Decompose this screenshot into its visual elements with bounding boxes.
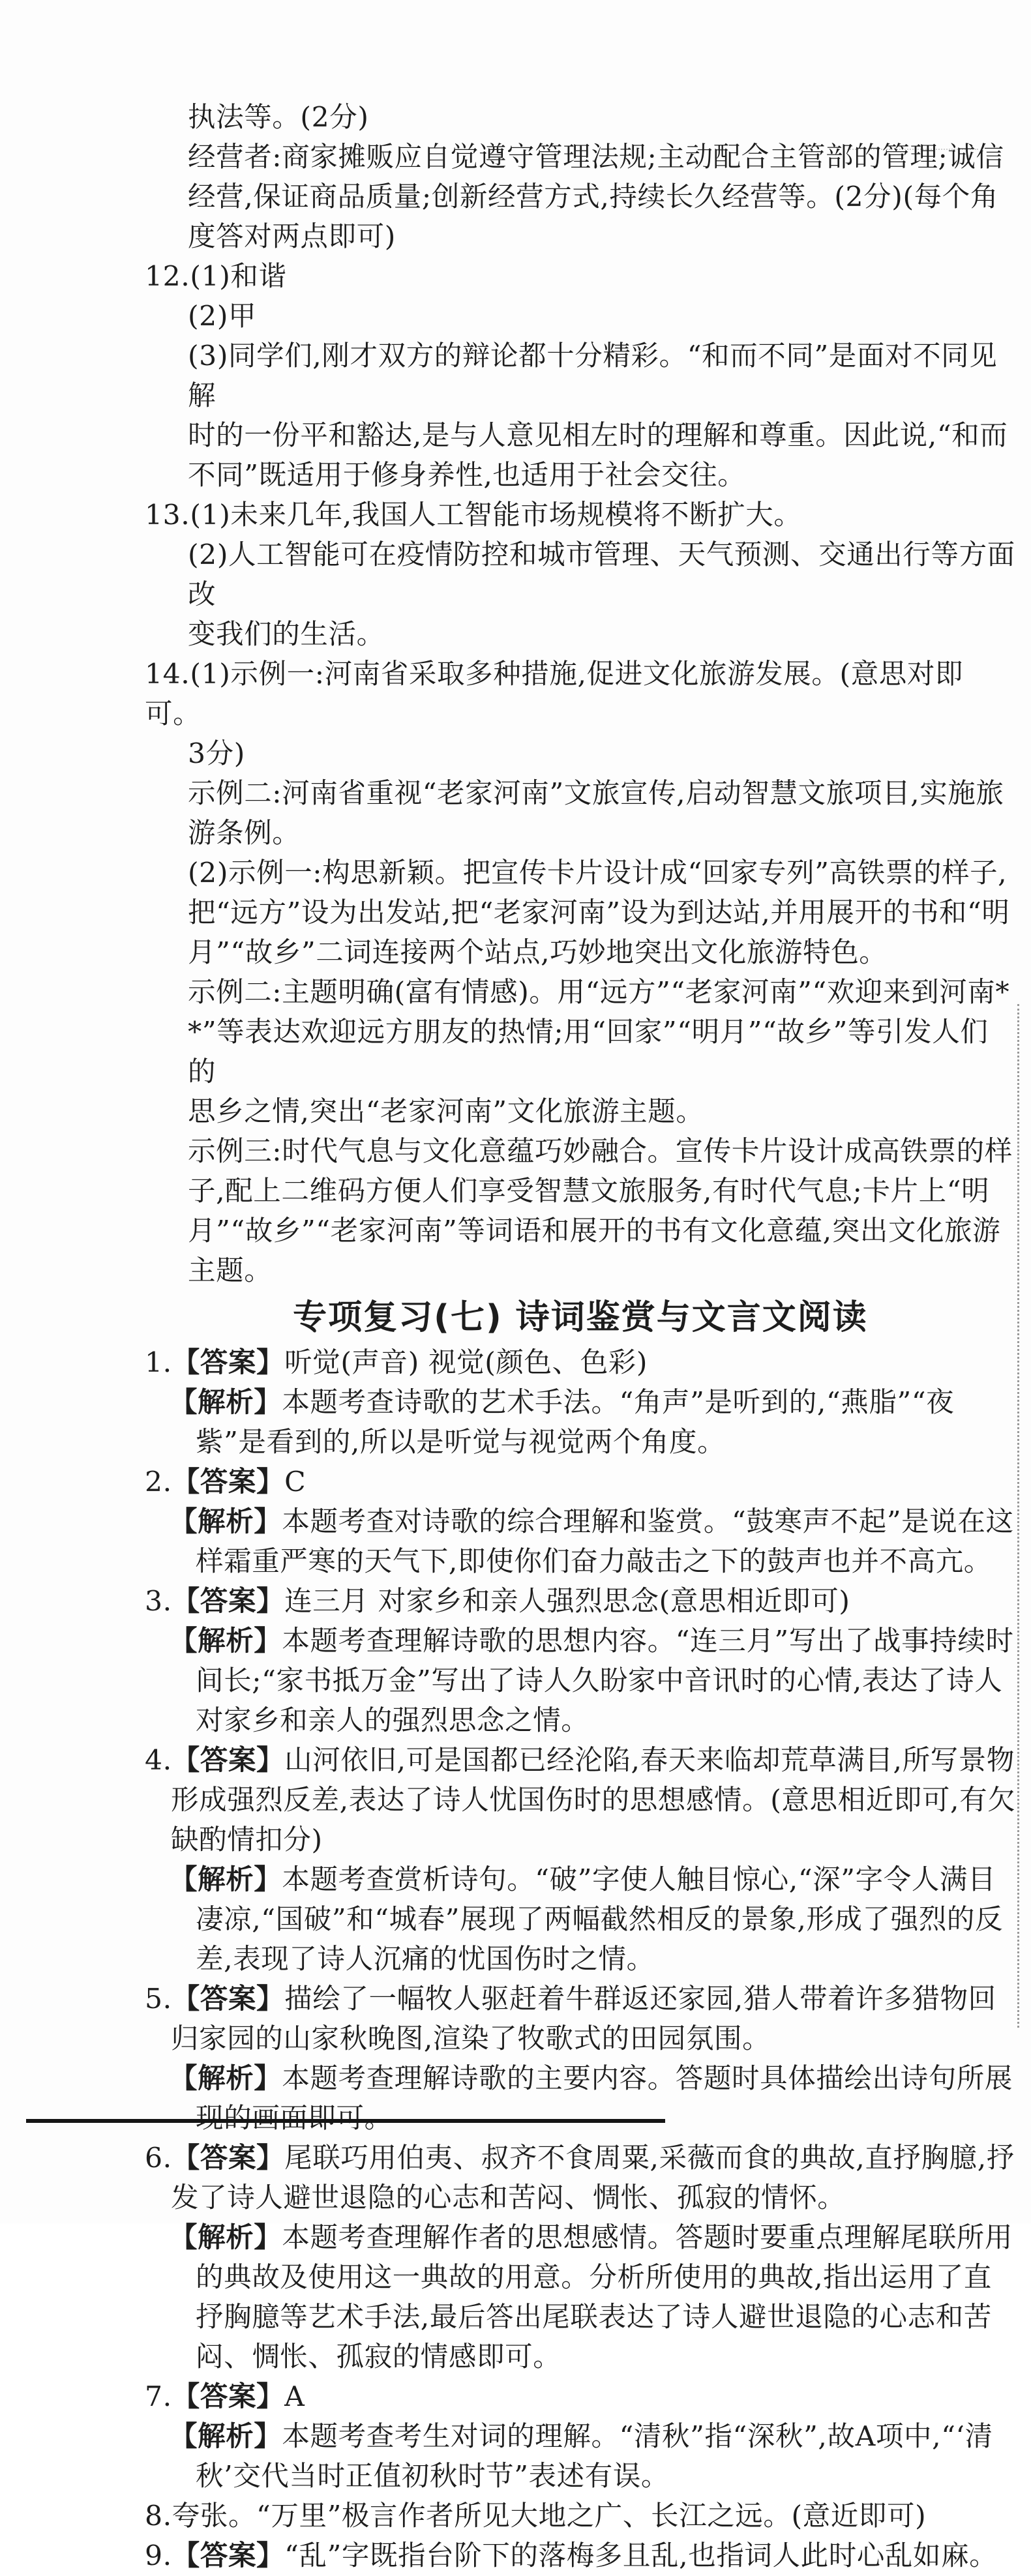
answer-text: 山河依旧,可是国都已经沦陷,春天来临却荒草满目,所写景物形成强烈反差,表达了诗人忧国伤时的思想感情。(意思相近即可,有欠缺酌情扣分) [171,1745,1016,1856]
answer-text: 尾联巧用伯夷、叔齐不食周粟,采薇而食的典故,直抒胸臆,抒发了诗人避世退隐的心志和苦闷、惆怅、孤寂的情怀。 [171,2142,1015,2214]
answer-item [145,1741,1016,1979]
section-title: 专项复习(七) 诗词鉴赏与文言文阅读 [293,1298,868,1337]
answer-item [145,1462,1016,1582]
analysis-text: 本题考查赏析诗句。“破”字使人触目惊心,“深”字令人满目凄凉,“国破”和“城春”展现了两幅截然相反的景象,形成了强烈的反差,表现了诗人沉痛的忧国伤时之情。 [196,1864,1004,1976]
analysis-line [145,1621,1016,1741]
answer-text [145,98,1016,2576]
answer-item [145,2377,1016,2496]
item-number: 1. [145,1347,172,1379]
text-line: (2)甲 [188,301,257,333]
answer-text: 听觉(声音) 视觉(颜色、色彩) [284,1347,648,1379]
item-number: 7. [145,2381,172,2413]
answer-text: 连三月 对家乡和亲人强烈思念(意思相近即可) [284,1586,850,1618]
text-line: *”等表达欢迎远方朋友的热情;用“回家”“明月”“故乡”等引发人们的 [188,1016,989,1088]
answer-line [145,1343,1016,1383]
text-line: 子,配上二维码方便人们享受智慧文旅服务,有时代气息;卡片上“明 [188,1176,990,1207]
item-number: 5. [145,1983,172,2015]
analysis-tag: 【解析】 [170,1387,282,1419]
text-line: 3分) [188,738,245,770]
analysis-line [145,1383,1016,1462]
item-number: 2. [145,1466,172,1498]
answer-item [145,1582,1016,1741]
text-line: 经营者:商家摊贩应自觉遵守管理法规;主动配合主管部的管理;诚信 [188,141,1004,173]
text-line: 变我们的生活。 [188,619,385,651]
answer-line [145,1582,1016,1621]
answer-tag: 【答案】 [172,1466,285,1498]
analysis-text: 本题考查对诗歌的综合理解和鉴赏。“鼓寒声不起”是说在这样霜重严寒的天气下,即使你们奋力敲击之下的鼓声也并不高亢。 [196,1506,1014,1578]
analysis-line [145,2218,1016,2377]
answer-line [145,2139,1016,2218]
answer-item [145,1979,1016,2139]
answer-tag: 【答案】 [172,2540,285,2572]
answer-line [145,1741,1016,1860]
item-9-number: 9. [145,2540,172,2572]
answer-tag: 【答案】 [172,2381,285,2413]
text-line: 经营,保证商品质量;创新经营方式,持续长久经营等。(2分)(每个角 [188,181,998,213]
item-number: 4. [145,1745,172,1777]
item-number: 6. [145,2142,172,2174]
answer-text: 描绘了一幅牧人驱赶着牛群返还家园,猎人带着许多猎物回归家园的山家秋晚图,渲染了牧歌式的田园氛围。 [171,1983,996,2055]
text-line: 思乡之情,突出“老家河南”文化旅游主题。 [188,1096,704,1128]
text-line: 不同”既适用于修身养性,也适用于社会交往。 [188,460,746,492]
answer-items [145,1343,1016,2496]
analysis-line [145,1502,1016,1582]
text-line: (2)人工智能可在疫情防控和城市管理、天气预测、交通出行等方面改 [188,539,1015,611]
analysis-line [145,2059,1016,2139]
answer-text: C [284,1466,306,1498]
analysis-text: 本题考查理解作者的思想感情。答题时要重点理解尾联所用的典故及使用这一典故的用意。分析所使用的典故,指出运用了直抒胸臆等艺术手法,最后答出尾联表达了诗人避世退隐的心志和苦闷、惆怅、孤寂的情感即可。 [196,2222,1013,2373]
text-line: 13.(1)未来几年,我国人工智能市场规模将不断扩大。 [145,499,802,531]
text-line: 执法等。(2分) [188,102,369,134]
text-line: 月”“故乡”“老家河南”等词语和展开的书有文化意蕴,突出文化旅游 [188,1215,1001,1247]
upper-answer-block [145,98,1016,1291]
item-number: 3. [145,1586,172,1618]
answer-line [145,2377,1016,2417]
analysis-line [145,2417,1016,2496]
answer-tag: 【答案】 [172,1983,285,2015]
answer-tag: 【答案】 [172,1586,285,1618]
answer-item [145,2139,1016,2377]
text-line: 12.(1)和谐 [145,261,287,293]
analysis-tag: 【解析】 [170,1864,282,1896]
answer-tag: 【答案】 [172,2142,285,2174]
item-9-answer: “乱”字既指台阶下的落梅多且乱,也指词人此时心乱如麻。 [284,2540,998,2572]
analysis-tag: 【解析】 [170,2222,282,2254]
text-line: 示例二:河南省重视“老家河南”文旅宣传,启动智慧文旅项目,实施旅 [188,778,1004,810]
answer-tag: 【答案】 [172,1745,285,1777]
item-9 [145,2536,1016,2576]
analysis-tag: 【解析】 [170,2421,282,2453]
answer-tag: 【答案】 [172,1347,285,1379]
text-line: 示例二:主题明确(富有情感)。用“远方”“老家河南”“欢迎来到河南* [188,977,1010,1009]
text-line: (3)同学们,刚才双方的辩论都十分精彩。“和而不同”是面对不同见解 [188,340,998,412]
text-line: 14.(1)示例一:河南省采取多种措施,促进文化旅游发展。(意思对即可。 [145,659,964,730]
analysis-tag: 【解析】 [170,1506,282,1538]
item-8: 8.夸张。“万里”极言作者所见大地之广、长江之远。(意近即可) [145,2500,927,2532]
analysis-tag: 【解析】 [170,2063,282,2095]
analysis-text: 本题考查理解诗歌的思想内容。“连三月”写出了战事持续时间长;“家书抵万金”写出了诗人久盼家中音讯时的心情,表达了诗人对家乡和亲人的强烈思念之情。 [196,1625,1014,1737]
text-line: 月”“故乡”二词连接两个站点,巧妙地突出文化旅游特色。 [188,937,888,969]
answer-item [145,1343,1016,1462]
text-line: 度答对两点即可) [188,221,396,253]
page-edge-line [26,2119,665,2123]
text-line: 示例三:时代气息与文化意蕴巧妙融合。宣传卡片设计成高铁票的样 [188,1136,1013,1168]
answer-text: A [284,2381,305,2413]
analysis-text: 本题考查诗歌的艺术手法。“角声”是听到的,“燕脂”“夜紫”是看到的,所以是听觉与视觉两个角度。 [196,1387,955,1458]
text-line: 时的一份平和豁达,是与人意见相左时的理解和尊重。因此说,“和而 [188,420,1008,452]
dotted-fold-line [1017,1004,1021,2028]
text-line: 游条例。 [188,818,301,850]
text-line: 主题。 [188,1255,273,1287]
analysis-tag: 【解析】 [170,1625,282,1657]
answer-line [145,1462,1016,1502]
text-line: (2)示例一:构思新颖。把宣传卡片设计成“回家专列”高铁票的样子, [188,857,1008,889]
analysis-line [145,1860,1016,1979]
text-line: 把“远方”设为出发站,把“老家河南”设为到达站,并用展开的书和“明 [188,897,1010,929]
answer-line [145,1979,1016,2059]
analysis-text: 本题考查理解诗歌的主要内容。答题时具体描绘出诗句所展 [282,2063,1013,2095]
analysis-text: 本题考查考生对词的理解。“清秋”指“深秋”,故A项中,“‘清秋’交代当时正值初秋时节”表述有误。 [196,2421,993,2493]
